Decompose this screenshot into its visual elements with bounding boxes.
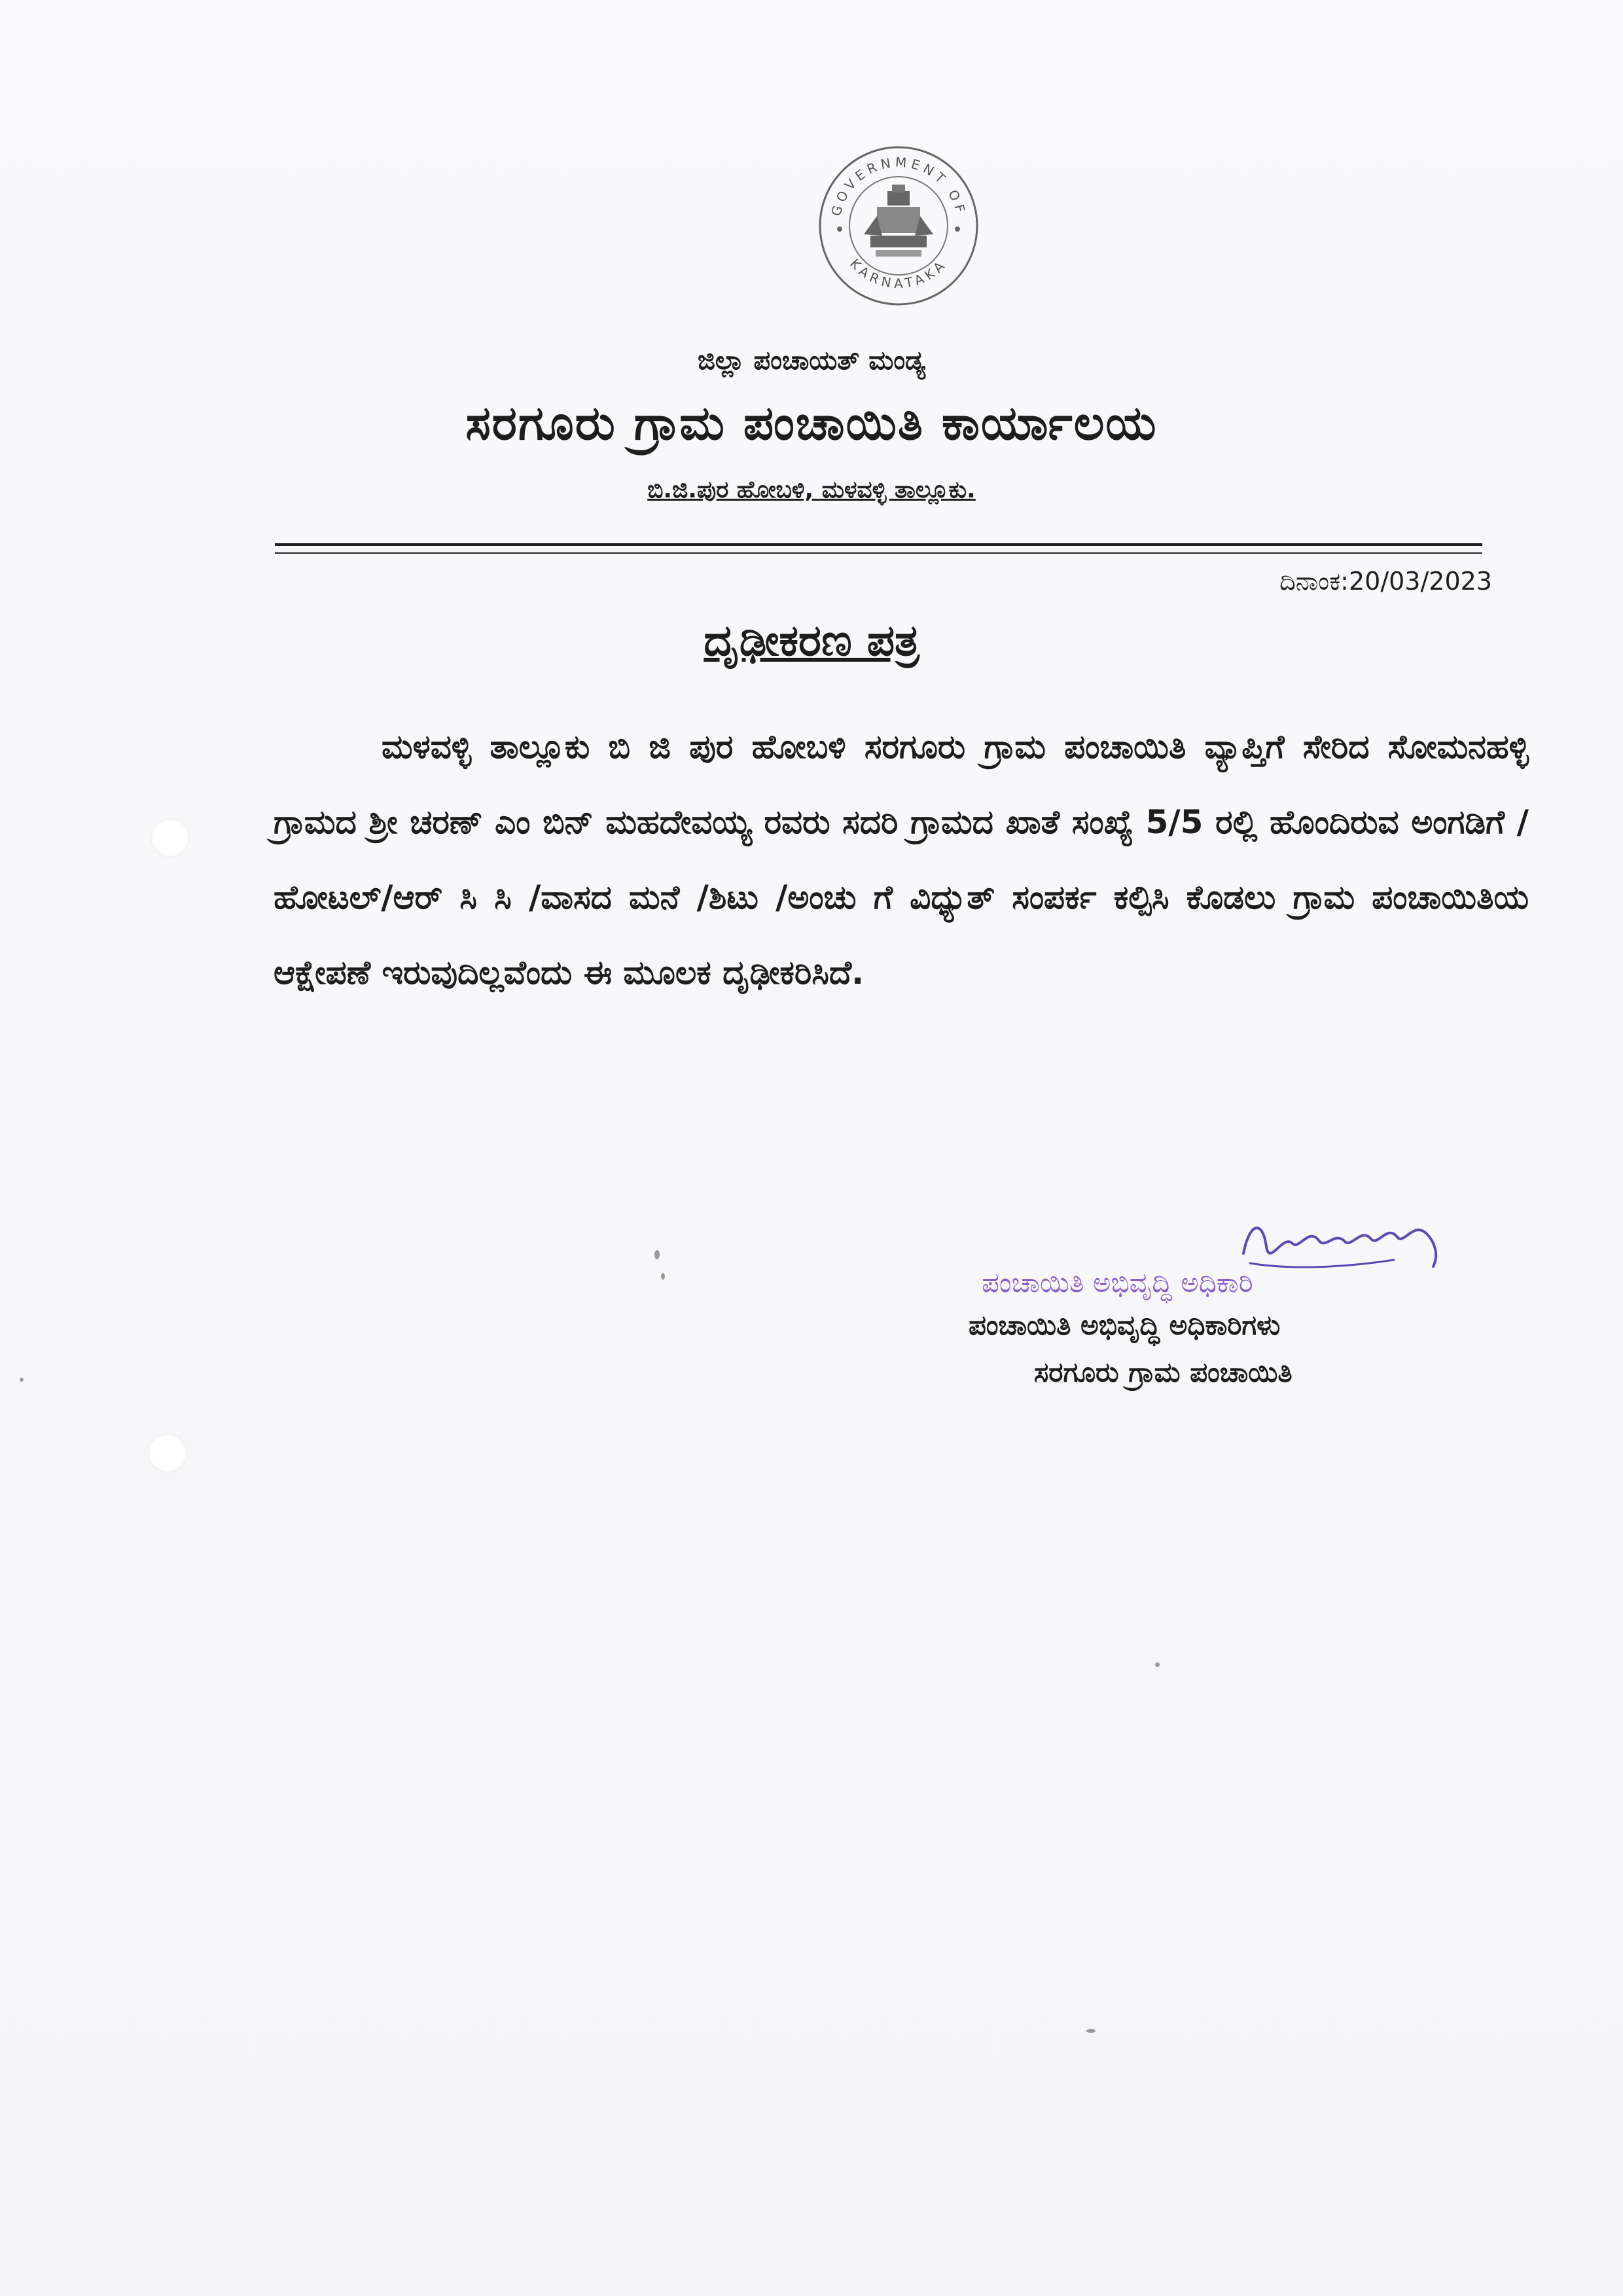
office-address: ಬಿ.ಜಿ.ಪುರ ಹೋಬಳಿ, ಮಳವಳ್ಳಿ ತಾಲ್ಲೂಕು. — [647, 476, 976, 503]
document-title: ದೃಢೀಕರಣ ಪತ್ರ — [704, 615, 919, 666]
svg-text:GOVERNMENT OF: GOVERNMENT OF — [828, 154, 969, 218]
scan-speck — [1155, 1662, 1160, 1667]
scan-speck — [661, 1273, 665, 1280]
document-date: ದಿನಾಂಕ:20/03/2023 — [1279, 567, 1492, 596]
signatory-designation: ಪಂಚಾಯಿತಿ ಅಭಿವೃದ್ಧಿ ಅಧಿಕಾರಿಗಳು — [969, 1309, 1281, 1341]
scan-speck — [654, 1250, 660, 1259]
district-name: ಜಿಲ್ಲಾ ಪಂಚಾಯತ್ ಮಂಡ್ಯ — [697, 346, 926, 376]
scan-speck — [20, 1378, 24, 1382]
handwritten-signature-icon — [1237, 1208, 1453, 1280]
karnataka-state-emblem-icon — [817, 144, 980, 308]
official-seal-text: ಪಂಚಾಯಿತಿ ಅಭಿವೃದ್ಧಿ ಅಧಿಕಾರಿ — [982, 1266, 1253, 1299]
header-divider-thin — [275, 552, 1482, 554]
certificate-body: ಮಳವಳ್ಳಿ ತಾಲ್ಲೂಕು ಬಿ ಜಿ ಪುರ ಹೋಬಳಿ ಸರಗೂರು ಗ್ರಾಮ ಪಂಚಾಯಿತಿ ವ್ಯಾಪ್ತಿಗೆ ಸೇರಿದ ಸೋಮನಹಳ್ಳಿ ಗ್ರಾಮದ ಶ್ರೀ ಚರಣ್ ಎಂ ಬಿನ್ ಮಹದೇವಯ್ಯ ರವರು ಸದರಿ ಗ್ರಾಮದ ಖಾತೆ ಸಂಖ್ಯೆ 5/5 ರಲ್ಲಿ ಹೊಂದಿರುವ ಅಂಗಡಿಗೆ /ಹೋಟಲ್/ಆರ್ ಸಿ ಸಿ /ವಾಸದ ಮನೆ /ಶಿಟು /ಅಂಚು ಗೆ ವಿಧ್ಯುತ್ ಸಂಪರ್ಕ ಕಲ್ಪಿಸಿ ಕೊಡಲು ಗ್ರಾಮ ಪಂಚಾಯಿತಿಯ ಆಕ್ಷೇಪಣೆ ಇರುವುದಿಲ್ಲವೆಂದು ಈ ಮೂಲಕ ದೃಢೀಕರಿಸಿದೆ. — [274, 728, 1529, 992]
svg-text:KARNATAKA: KARNATAKA — [847, 255, 950, 292]
punch-hole-upper — [151, 818, 190, 857]
punch-hole-lower — [148, 1433, 187, 1473]
scan-speck — [1086, 2029, 1096, 2033]
signatory-office: ಸರಗೂರು ಗ್ರಾಮ ಪಂಚಾಯಿತಿ — [1034, 1356, 1293, 1388]
office-title: ಸರಗೂರು ಗ್ರಾಮ ಪಂಚಾಯಿತಿ ಕಾರ್ಯಾಲಯ — [465, 395, 1158, 450]
header-divider-thick — [275, 543, 1482, 546]
